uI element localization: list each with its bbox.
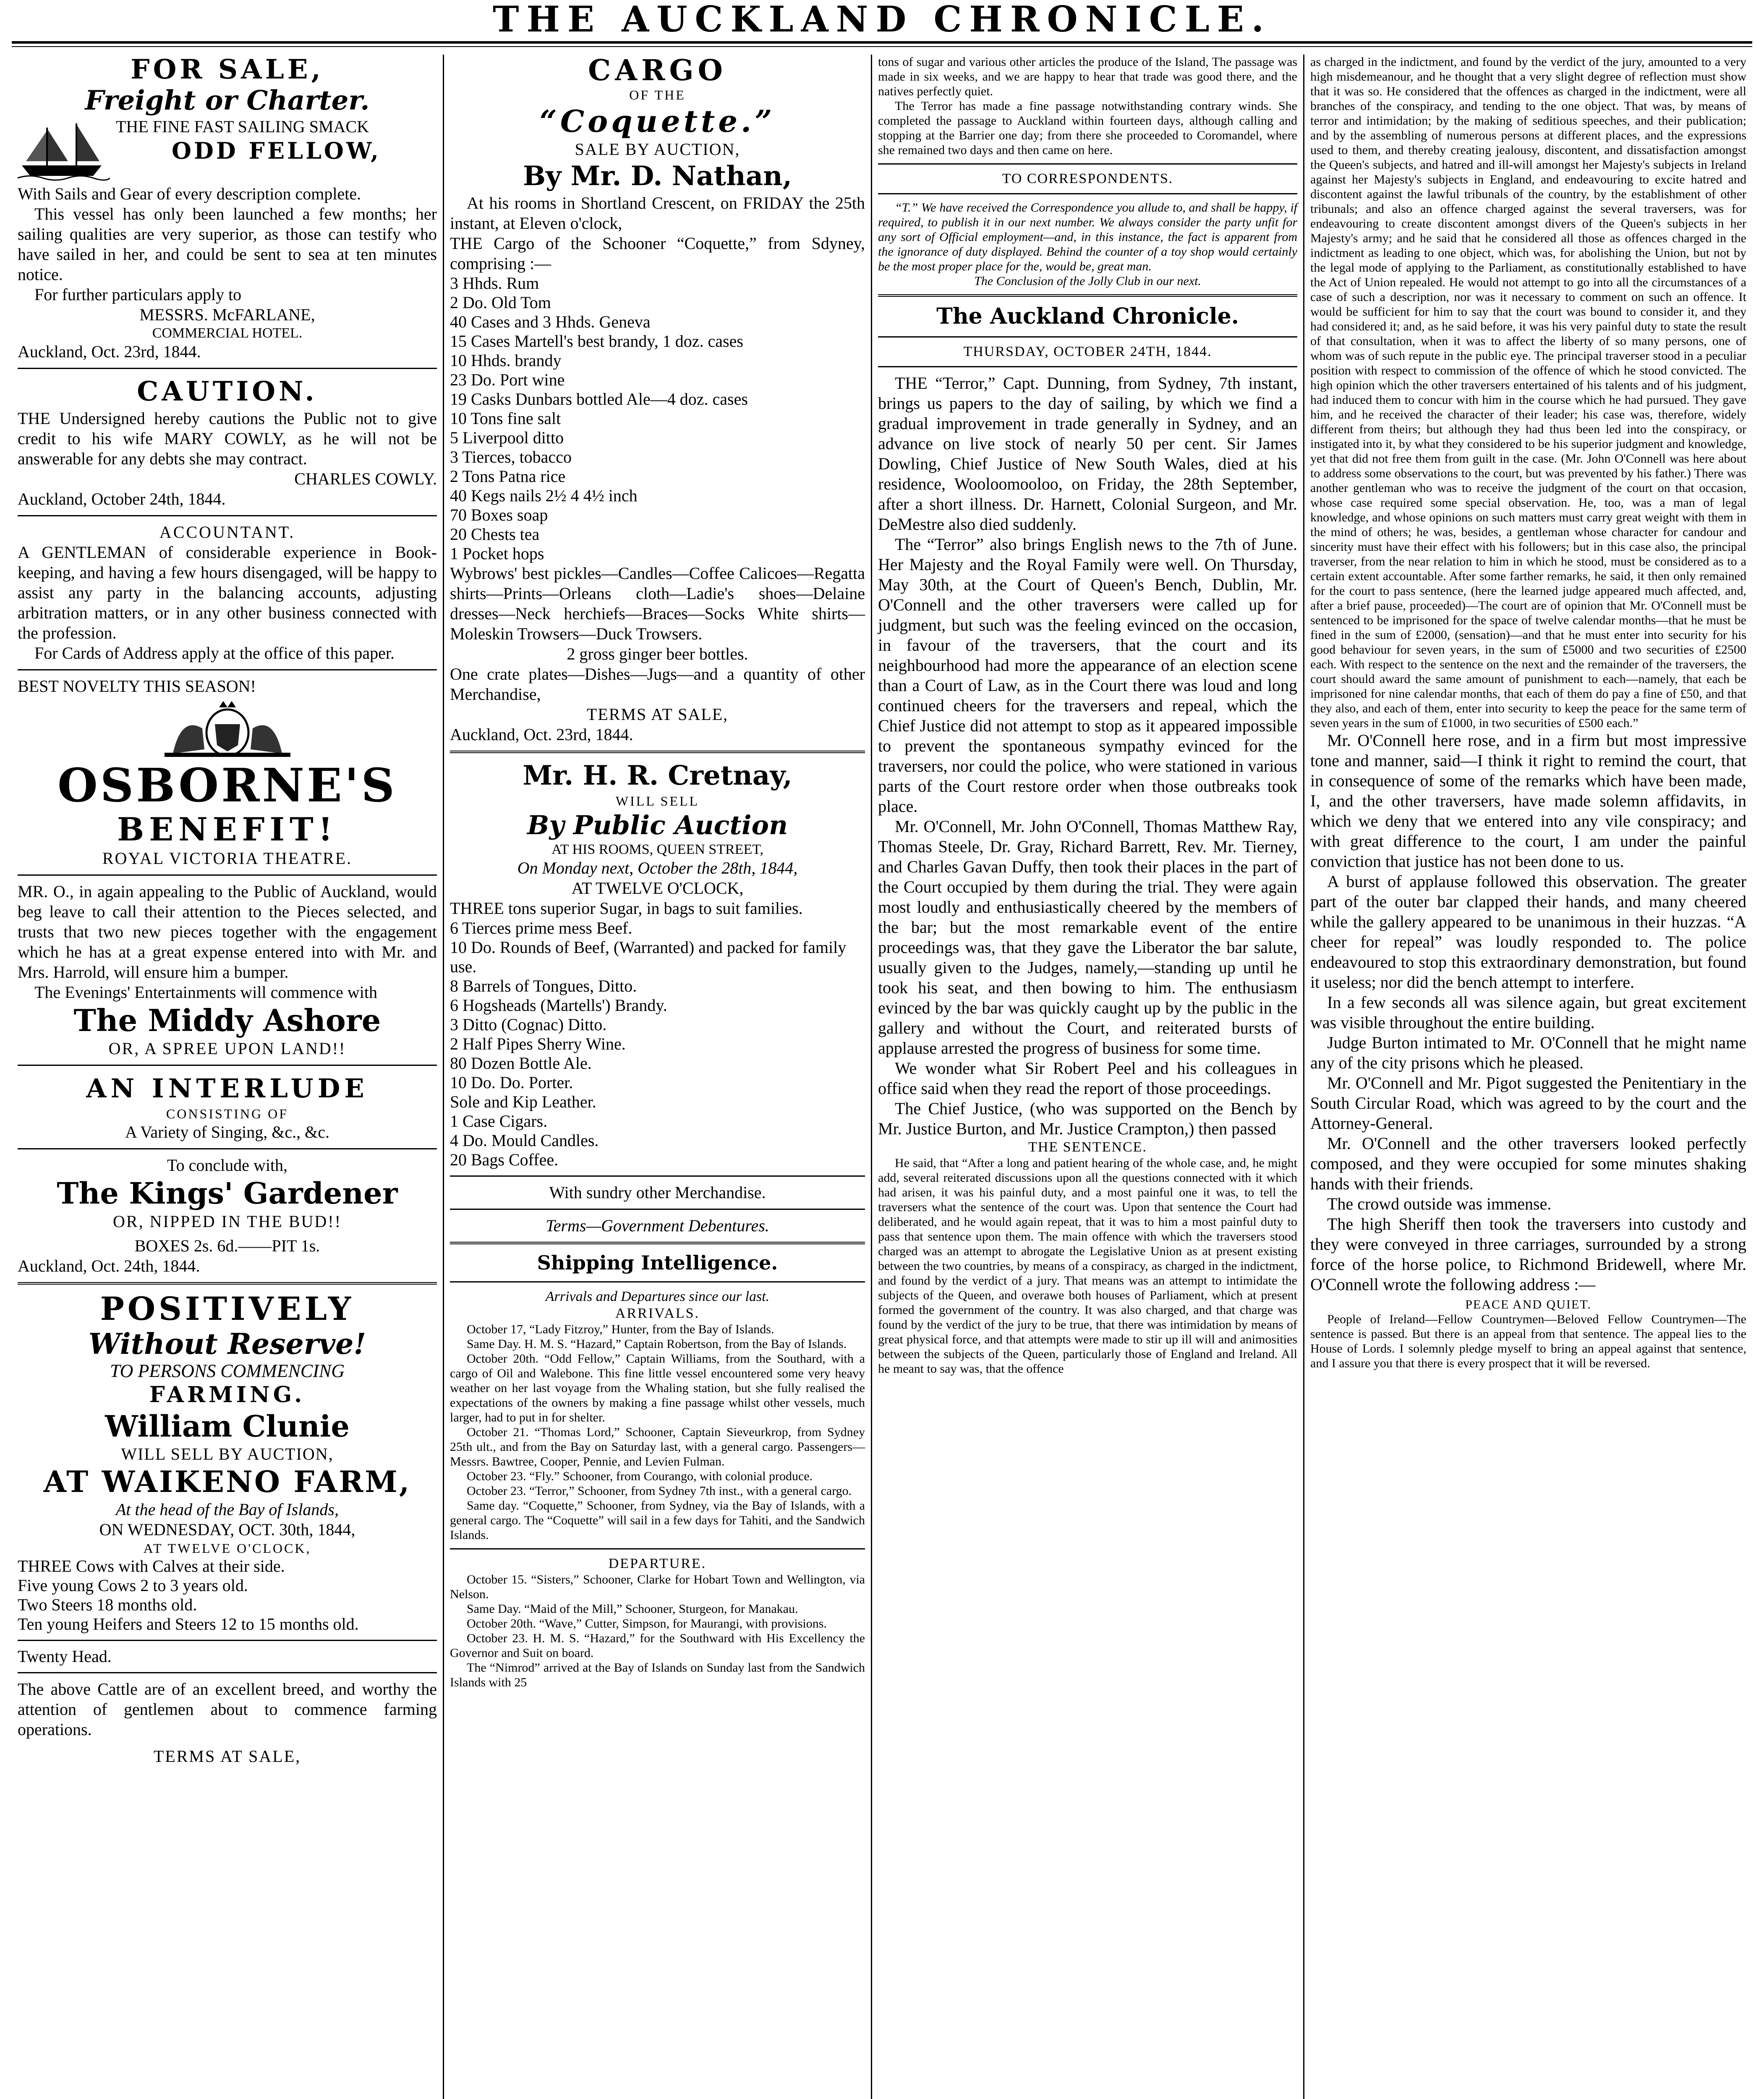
arrival-entry: October 21. “Thomas Lord,” Schooner, Captain Sieveurkrop, from Sydney 25th ult., and from the Bay on Saturday last, with a general cargo. Passengers—Messrs. Bawtree, Cooper, Pennie, and Levien Fulman. — [450, 1425, 865, 1468]
column-1 — [12, 55, 444, 2099]
divider — [878, 163, 1297, 165]
list-item: 70 Boxes soap — [450, 505, 548, 524]
list-item: 40 Cases and 3 Hhds. Geneva — [450, 312, 651, 331]
caution-text: THE Undersigned hereby cautions the Public not to give credit to his wife MARY COWLY, as he will not be answerable for any debts she may contract. — [18, 409, 437, 468]
editorial-paragraph: Mr. O'Connell, Mr. John O'Connell, Thomas Matthew Ray, Thomas Steele, Dr. Gray, Richard Barrett, Rev. Mr. Tierney, and Charles Gavan Duffy, then took their places in the part of the Court occupied by them during the trial. They were again most loudly and enthusiastically cheered by the members of the bar; but the most remarkable event of the entire proceedings was, that they gave the Liberator the bar salute, usually given to the Judges, namely,—standing up until he took his seat, and then bowing to him. The enthusiasm evinced by the bar was quickly caught up by the public in the gallery and without the Court, and reiterated bursts of applause arrested the progress of business for some time. — [878, 817, 1297, 1057]
article-paragraph: Judge Burton intimated to Mr. O'Connell that he might name any of the city prisons which he pleased. — [1310, 1033, 1746, 1072]
shipping-subheading: Arrivals and Departures since our last. — [545, 1289, 770, 1304]
arrival-entry: Same Day. H. M. S. “Hazard,” Captain Robertson, from the Bay of Islands. — [467, 1337, 847, 1351]
clunie-text: The above Cattle are of an excellent breed, and worthy the attention of gentlemen about to commence farming operations. — [18, 1680, 437, 1739]
list-item: 1 Pocket hops — [450, 544, 544, 563]
list-item: Five young Cows 2 to 3 years old. — [18, 1576, 248, 1595]
clunie-time: AT TWELVE O'CLOCK, — [143, 1541, 311, 1556]
sentence-text: He said, that “After a long and patient hearing of the whole case, and, he might add, several reiterated discussions upon all the questions connected with it which had arisen, it was his painful duty, and a most painful one it was, to tell the traversers what the sentence of the court was. Upon that sentence the Court had deliberated, and he would again repeat, that it was to him a most painful duty to pass that sentence upon them. The main offence with which the traversers stood charged was an attempt to abrogate the Legislative Union as at present existing between the two countries, by means of a conspiracy, as charged in the indictment, and found by the verdict of a jury. That means was an attempt to intimidate the subjects of the Queen, and overawe both houses of Parliament, which at present formed the government of the country. It was also charged, and that charge was found by the verdict of the jury to be true, that there was intimidation by means of great physical force, and that attempts were made to stir up ill will and animosities between the subjects of the Queen, particularly those of England and Ireland. All he meant to say was, that the offence — [878, 1156, 1297, 1376]
cretnay-list — [450, 919, 865, 1170]
public-auction-heading: By Public Auction — [527, 810, 788, 840]
cargo-crate: One crate plates—Dishes—Jugs—and a quantity of other Merchandise, — [450, 665, 865, 704]
interlude-heading: AN INTERLUDE — [86, 1073, 368, 1104]
clunie-location: At the head of the Bay of Islands, — [115, 1500, 339, 1519]
shipping-heading: Shipping Intelligence. — [537, 1251, 778, 1274]
jolly-club-note: The Conclusion of the Jolly Club in our next. — [974, 274, 1201, 288]
list-item: Ten young Heifers and Steers 12 to 15 months old. — [18, 1615, 359, 1633]
list-item: 10 Hhds. brandy — [450, 351, 562, 370]
article-paragraph: The high Sheriff then took the traversers into custody and they were conveyed in three carriages, surrounded by a strong force of the horse police, to Richmond Bridewell, where Mr. O'Connell wrote the following address :— — [1310, 1214, 1746, 1294]
for-sale-lead: THE FINE FAST SAILING SMACK — [116, 117, 369, 136]
for-sale-hotel: COMMERCIAL HOTEL. — [152, 325, 303, 341]
column-3 — [872, 55, 1304, 2099]
list-item: 3 Tierces, tobacco — [450, 448, 572, 466]
vessel-name: ODD FELLOW, — [171, 137, 381, 164]
for-sale-text-3: For further particulars apply to — [34, 285, 242, 304]
list-item: 2 Tons Patna rice — [450, 467, 566, 486]
masthead-rule-thin — [12, 46, 1752, 47]
osborne-text: MR. O., in again appealing to the Public of Auckland, would beg leave to call their attention to the Pieces selected, and trusts that two new pieces together with the engagement which he has at a great expense entered into with Mr. and Mrs. Harrold, will ensure him a bumper. — [18, 882, 437, 981]
osborne-top: BEST NOVELTY THIS SEASON! — [18, 677, 256, 696]
cargo-intro: THE Cargo of the Schooner “Coquette,” from Sdyney, comprising :— — [450, 234, 865, 273]
waikeno-farm: AT WAIKENO FARM, — [43, 1464, 411, 1499]
clunie-date: ON WEDNESDAY, OCT. 30th, 1844, — [99, 1520, 355, 1539]
chronicle-heading: The Auckland Chronicle. — [936, 304, 1239, 329]
divider — [878, 366, 1297, 367]
middy-ashore-title: The Middy Ashore — [73, 1002, 381, 1038]
divider — [18, 368, 437, 369]
cargo-ad — [450, 55, 865, 745]
caution-signature: CHARLES COWLY. — [294, 469, 437, 488]
list-item: Twenty Head. — [18, 1647, 112, 1666]
divider — [878, 193, 1297, 194]
list-item: 20 Bags Coffee. — [450, 1150, 559, 1169]
peace-text: People of Ireland—Fellow Countrymen—Beloved Fellow Countrymen—The sentence is passed. But there is an appeal from that sentence. The appeal lies to the House of Lords. I solemnly pledge myself to bring an appeal against that sentence, and I assure you that there is every prospect that it will be reversed. — [1310, 1312, 1746, 1370]
for-sale-heading: FOR SALE, — [131, 55, 324, 85]
article-paragraph: Mr. O'Connell and Mr. Pigot suggested the Penitentiary in the South Circular Road, which was agreed to by the court and the Attorney-General. — [1310, 1073, 1746, 1133]
clunie-name: William Clunie — [105, 1409, 350, 1444]
caution-date: Auckland, October 24th, 1844. — [18, 489, 226, 508]
departure-entry: October 23. H. M. S. “Hazard,” for the Southward with His Excellency the Governor and Suit on board. — [450, 1631, 865, 1660]
cargo-date: Auckland, Oct. 23rd, 1844. — [450, 725, 633, 744]
article-paragraph: In a few seconds all was silence again, but great excitement was visible throughout the entire building. — [1310, 993, 1746, 1032]
accountant-heading: ACCOUNTANT. — [159, 523, 295, 542]
list-item: 23 Do. Port wine — [450, 370, 565, 389]
cargo-of-the: OF THE — [629, 87, 686, 102]
cretnay-terms: Terms—Government Debentures. — [546, 1216, 769, 1235]
benefit-heading: BENEFIT! — [117, 811, 337, 848]
ship-icon — [18, 119, 110, 182]
kings-gardener-title: The Kings' Gardener — [57, 1176, 398, 1211]
arrival-entry: October 20th. “Odd Fellow,” Captain Williams, from the Southard, with a cargo of Oil and Walebone. This fine little vessel encountered some very heavy weather on her last voyage from the Whaling station, but she fully realised the expectations of the owners by making a fine passage whilst other vessels, much larger, had to put in for shelter. — [450, 1352, 865, 1424]
shipping-section — [450, 1250, 865, 1690]
arrival-entry: October 17, “Lady Fitzroy,” Hunter, from the Bay of Islands. — [467, 1322, 774, 1336]
editorial-paragraph: THE “Terror,” Capt. Dunning, from Sydney, 7th instant, brings us papers to the day of sailing, by which we find a gradual improvement in trade generally in Sydney, and an advance on live stock of nearly 50 per cent. Sir James Dowling, Chief Justice of New South Wales, died at his residence, Wooloomooloo, on Friday, the 28th September, after a short illness. Dr. Harnett, Colonial Surgeon, and Mr. DeMestre also died suddenly. — [878, 374, 1297, 534]
cretnay-rooms: AT HIS ROOMS, QUEEN STREET, — [551, 842, 763, 857]
osborne-ad — [18, 676, 437, 1276]
masthead-title: THE AUCKLAND CHRONICLE. — [492, 0, 1271, 40]
list-item: 20 Chests tea — [450, 525, 540, 544]
variety-text: A Variety of Singing, &c., &c. — [125, 1123, 329, 1141]
divider — [878, 336, 1297, 338]
sentence-heading: THE SENTENCE. — [1028, 1139, 1147, 1155]
cargo-list — [450, 274, 865, 563]
cretnay-time: AT TWELVE O'CLOCK, — [571, 879, 744, 898]
divider — [18, 1640, 437, 1641]
cretnay-heading: Mr. H. R. Cretnay, — [523, 760, 792, 791]
list-item: 3 Hhds. Rum — [450, 274, 539, 293]
article-paragraph: Mr. O'Connell and the other traversers looked perfectly composed, and they were occupied for some minutes shaking hands with their friends. — [1310, 1134, 1746, 1193]
columns — [12, 55, 1752, 2099]
list-item: 6 Hogsheads (Martells') Brandy. — [450, 996, 667, 1015]
editorial-paragraph: The “Terror” also brings English news to the 7th of June. Her Majesty and the Royal Family were well. On Thursday, May 30th, at the Court of Queen's Bench, Dublin, Mr. O'Connell and the other traversers were called up for judgment, but such was the feeling evinced on the occasion, in favour of the traversers, that the court and its neighbourhood had more the appearance of an election scene than a Court of Law, as in the Court there was loud and long continued cheers for the traversers and repeal, which the Chief Justice did not attempt to stop as it appeared impossible to prevent the spontaneous sympathy evinced for the traversers, nor could the police, who were stationed in various parts of the Court restore order when those outbreaks took place. — [878, 535, 1297, 816]
consisting-of: CONSISTING OF — [166, 1106, 289, 1121]
osborne-evening: The Evenings' Entertainments will commence with — [34, 983, 377, 1002]
list-item: 2 Do. Old Tom — [450, 293, 551, 312]
list-item: 15 Cases Martell's best brandy, 1 doz. cases — [450, 332, 743, 351]
departure-entry: The “Nimrod” arrived at the Bay of Islands on Sunday last from the Sandwich Islands with 25 — [450, 1661, 865, 1689]
list-item: 10 Do. Do. Porter. — [450, 1073, 573, 1092]
arrival-entry: Same day. “Coquette,” Schooner, from Sydney, via the Bay of Islands, with a general cargo. The “Coquette” will sail in a few days for Tahiti, and the Sandwich Islands. — [450, 1499, 865, 1542]
accountant-apply: For Cards of Address apply at the office of this paper. — [34, 644, 395, 662]
accountant-text: A GENTLEMAN of considerable experience in Book-keeping, and having a few hours disengaged, will be happy to assist any party in the balancing accounts, adjusting arbitration matters, or in any other business connected with the profession. — [18, 543, 437, 642]
column-2 — [444, 55, 872, 2099]
sentence-continued: as charged in the indictment, and found by the verdict of the jury, amounted to a very high misdemeanour, and he thought that a very slight degree of reflection must show that it was so. He considered that the offences as charged in the indictment, were all branches of the conspiracy, and tending to the one object. That was, by means of terror and intimidation; by the making of seditious speeches, and their publication; and by the assembling of numerous persons at different places, and the expressions used to them, and thereby creating jealousy, discontent, and dissatisfaction amongst the Queen's subjects, and hatred and ill-will amongst her Majesty's subjects in Ireland against her Majesty's subjects in England, and endeavouring to excite hatred and discontent against the lawful tribunals of the country, by the establishment of other tribunals; and also an offence charged against the several traversers, was for endeavouring to create discontent amongst divers of the Queen's subjects in her Majesty's army; and he said that he considered all those as offences charged in the indictment as leading to one object, which was, for abolishing the Union, but not by the legal mode of applying to the Parliament, as constitutionally established to have the Act of Union repealed. He would not attempt to go into all the circumstances of a case of such a description, nor was it necessary to comment on such an offence. It would be sufficient for him to say that the court was bound to consider it, and they had considered it; and, as he said before, it was his very painful duty to state the result of that consultation, when it was to affect the liberty of so many persons, one of whom was of such repute in the public eye. The principal traverser stood in a peculiar position with respect to commission of the offence of which he stood convicted. The high opinion which the other traversers entertained of his talents and of his judgment, had induced them to concur with him in the course which he had pursued. They gave him, and he received the character of their leader; his case was, therefore, widely different from theirs; but although they had thus been led into the conspiracy, or instigated into it, by what they considered to be his superior judgment and knowledge, yet that did not free them from guilt in the case. (Mr. John O'Connell was here about to address some observations to the court, but was prevented by his father.) There was another gentleman who was to receive the judgment of the court on that occasion, whose case required some special observation. He, too, was a man of legal knowledge, and whose opinions on such matters must carry great weight with them in the mind of others; he was, besides, a gentleman whose character for candour and sincerity must have their effect with his followers; but in this case also, the principal traverser, from the near relation to him in which he stood, must be considered as to a certain extent accountable. After some farther remarks, he said, it then only remained for the court to pass sentence, (here the learned judge appeared much affected, and, after a brief pause, proceeded)—The court are of opinion that Mr. O'Connell must be sentenced to be imprisoned for the space of twelve calendar months—that he must be fined in the sum of £2000, (sensation)—and that he must enter into security for his good behaviour for seven years, in the sum of £5000 and two securities of £2500 each. With respect to the sentence on the next and the remainder of the traversers, the court should award the same amount of punishment to each—namely, that each be imprisoned for nine calendar months, that each of them do pay a fine of £50, and that they also, and each of them, enter into security to keep the peace for the same term of seven years in the sum of £1000, in two securities of £500 each.” — [1310, 55, 1746, 730]
list-item: 3 Ditto (Cognac) Ditto. — [450, 1015, 607, 1034]
farming-heading: FARMING. — [149, 1382, 306, 1408]
divider — [450, 1242, 865, 1244]
article-paragraph: Mr. O'Connell here rose, and in a firm but most impressive tone and manner, said—I think it right to remind the court, that in consequence of some of the remarks which have been made, I, and the other traversers, have made solemn affidavits, in which we deny that we entered into any vile conspiracy; and with great difference to the court, I am under the painful conviction that justice has not been done to us. — [1310, 731, 1746, 871]
clunie-ad — [18, 1290, 437, 1767]
editorial-paragraph: We wonder what Sir Robert Peel and his colleagues in office said when they read the report of those proceedings. — [878, 1059, 1297, 1098]
column-4 — [1304, 55, 1752, 2099]
divider — [450, 1281, 865, 1282]
cattle-list — [18, 1557, 437, 1666]
to-persons-text: TO PERSONS COMMENCING — [110, 1361, 345, 1381]
terror-passage: The Terror has made a fine passage notwithstanding contrary winds. She completed the passage to Auckland within fourteen days, although calling and stopping at the Barrier one day; from there she proceeded to Coromandel, where she remained two days and then came on here. — [878, 99, 1297, 157]
list-item: 80 Dozen Bottle Ale. — [450, 1054, 592, 1073]
masthead — [0, 0, 1764, 39]
clunie-terms: TERMS AT SALE, — [153, 1747, 301, 1766]
masthead-rule — [12, 41, 1752, 44]
cargo-heading: CARGO — [588, 55, 727, 87]
for-sale-ad — [18, 55, 437, 362]
divider — [18, 1065, 437, 1066]
article-paragraph: The crowd outside was immense. — [1327, 1194, 1552, 1213]
nathan-heading: By Mr. D. Nathan, — [523, 160, 792, 192]
list-item: THREE Cows with Calves at their side. — [18, 1557, 285, 1576]
cargo-goods: Wybrows' best pickles—Candles—Coffee Calicoes—Regatta shirts—Prints—Orleans cloth—Ladie's shoes—Delaine dresses—Neck herchiefs—Braces—Socks White shirts—Moleskin Trowsers—Duck Trowsers. — [450, 564, 865, 643]
departure-heading: DEPARTURE. — [608, 1556, 707, 1571]
divider — [18, 669, 437, 670]
nipped-subtitle: OR, NIPPED IN THE BUD!! — [113, 1212, 342, 1231]
spree-subtitle: OR, A SPREE UPON LAND!! — [108, 1039, 346, 1058]
divider — [18, 874, 437, 876]
list-item: 10 Tons fine salt — [450, 409, 561, 428]
caution-heading: CAUTION. — [137, 376, 318, 407]
boxes-price: BOXES 2s. 6d.——PIT 1s. — [134, 1236, 320, 1255]
list-item: 10 Do. Rounds of Beef, (Warranted) and packed for family use. — [450, 938, 847, 976]
cretnay-ad — [450, 759, 865, 1236]
list-item: 5 Liverpool ditto — [450, 428, 564, 447]
list-item: 40 Kegs nails 2½ 4 4½ inch — [450, 486, 638, 505]
departure-entry: Same Day. “Maid of the Mill,” Schooner, Sturgeon, for Manakau. — [467, 1602, 798, 1616]
coquette-heading: “Coquette.” — [539, 103, 776, 139]
divider — [18, 1282, 437, 1285]
sale-by-auction: SALE BY AUCTION, — [575, 140, 740, 159]
without-reserve-heading: Without Reserve! — [88, 1327, 366, 1361]
caution-ad — [18, 375, 437, 509]
list-item: Sole and Kip Leather. — [450, 1092, 596, 1111]
nimrod-continued: tons of sugar and various other articles the produce of the Island, The passage was made in six weeks, and we are happy to hear that trade was good there, and the natives perfectly quiet. — [878, 55, 1297, 98]
for-sale-agent: MESSRS. McFARLANE, — [139, 305, 315, 324]
for-sale-date: Auckland, Oct. 23rd, 1844. — [18, 342, 201, 361]
cargo-ginger: 2 gross ginger beer bottles. — [567, 644, 748, 663]
divider — [450, 1175, 865, 1177]
list-item: 8 Barrels of Tongues, Ditto. — [450, 976, 637, 995]
list-item: 19 Casks Dunbars bottled Ale—4 doz. cases — [450, 390, 748, 408]
divider — [450, 1548, 865, 1549]
list-item: 1 Case Cigars. — [450, 1112, 548, 1131]
correspondents-heading: TO CORRESPONDENTS. — [1002, 171, 1173, 186]
divider — [450, 1209, 865, 1210]
cretnay-will-sell: WILL SELL — [615, 793, 700, 809]
divider — [18, 1672, 437, 1673]
for-sale-text-1: With Sails and Gear of every description complete. — [18, 184, 361, 203]
cretnay-date: On Monday next, October the 28th, 1844, — [517, 858, 798, 877]
departure-entry: October 20th. “Wave,” Cutter, Simpson, for Maurangi, with provisions. — [467, 1617, 827, 1631]
divider — [18, 515, 437, 516]
cretnay-sundry: With sundry other Merchandise. — [549, 1183, 766, 1202]
osborne-date: Auckland, Oct. 24th, 1844. — [18, 1256, 200, 1275]
list-item: 2 Half Pipes Sherry Wine. — [450, 1034, 626, 1053]
editorial-paragraph: The Chief Justice, (who was supported on the Bench by Mr. Justice Burton, and Mr. Justice Crampton,) then passed — [878, 1099, 1297, 1138]
positively-heading: POSITIVELY — [100, 1290, 355, 1327]
chronicle-date: THURSDAY, OCTOBER 24TH, 1844. — [963, 344, 1212, 359]
freight-heading: Freight or Charter. — [85, 85, 370, 116]
accountant-ad — [18, 522, 437, 663]
peace-heading: PEACE AND QUIET. — [1465, 1298, 1592, 1311]
clunie-will-sell: WILL SELL BY AUCTION, — [121, 1445, 334, 1463]
divider — [18, 1148, 437, 1149]
departure-entry: October 15. “Sisters,” Schooner, Clarke for Hobart Town and Wellington, via Nelson. — [450, 1573, 865, 1601]
for-sale-text-2: This vessel has only been launched a few months; her sailing qualities are very superior, as those can testify who have sailed in her, and could be sent to sea at ten minutes notice. — [18, 204, 437, 284]
royal-crest-icon — [156, 699, 299, 758]
theatre-name: ROYAL VICTORIA THEATRE. — [102, 849, 353, 868]
cargo-terms: TERMS AT SALE, — [586, 705, 729, 724]
list-item: 6 Tierces prime mess Beef. — [450, 919, 632, 937]
arrival-entry: October 23. “Fly.” Schooner, from Courango, with colonial produce. — [467, 1469, 813, 1483]
arrival-entry: October 23. “Terror,” Schooner, from Sydney 7th inst., with a general cargo. — [467, 1484, 852, 1498]
conclude-text: To conclude with, — [167, 1156, 288, 1175]
divider — [450, 751, 865, 753]
correspondents-text: “T.” We have received the Correspondence you allude to, and shall be happy, if required, to publish it in our next number. We always consider the party unfit for any sort of Official employment—and, in this instance, the fact is apparent from the ignorance of duty displayed. Behind the counter of a toy shop would certainly be the most proper place for the, would be, great man. — [878, 201, 1297, 273]
osborne-heading: OSBORNE'S — [57, 758, 397, 812]
list-item: Two Steers 18 months old. — [18, 1595, 197, 1614]
divider — [878, 294, 1297, 297]
arrivals-heading: ARRIVALS. — [615, 1306, 700, 1321]
article-paragraph: A burst of applause followed this observation. The greater part of the outer bar clapped their hands, and many cheered while the gallery appeared to be unanimous in their huzzas. “A cheer for repeal” was loudly responded to. The police endeavoured to stop this extraordinary demonstration, but found it useless; nor did the bench attempt to interfere. — [1310, 872, 1746, 992]
cargo-text: At his rooms in Shortland Crescent, on FRIDAY the 25th instant, at Eleven o'clock, — [450, 194, 865, 233]
cretnay-intro: THREE tons superior Sugar, in bags to suit families. — [450, 899, 803, 918]
list-item: 4 Do. Mould Candles. — [450, 1131, 599, 1150]
